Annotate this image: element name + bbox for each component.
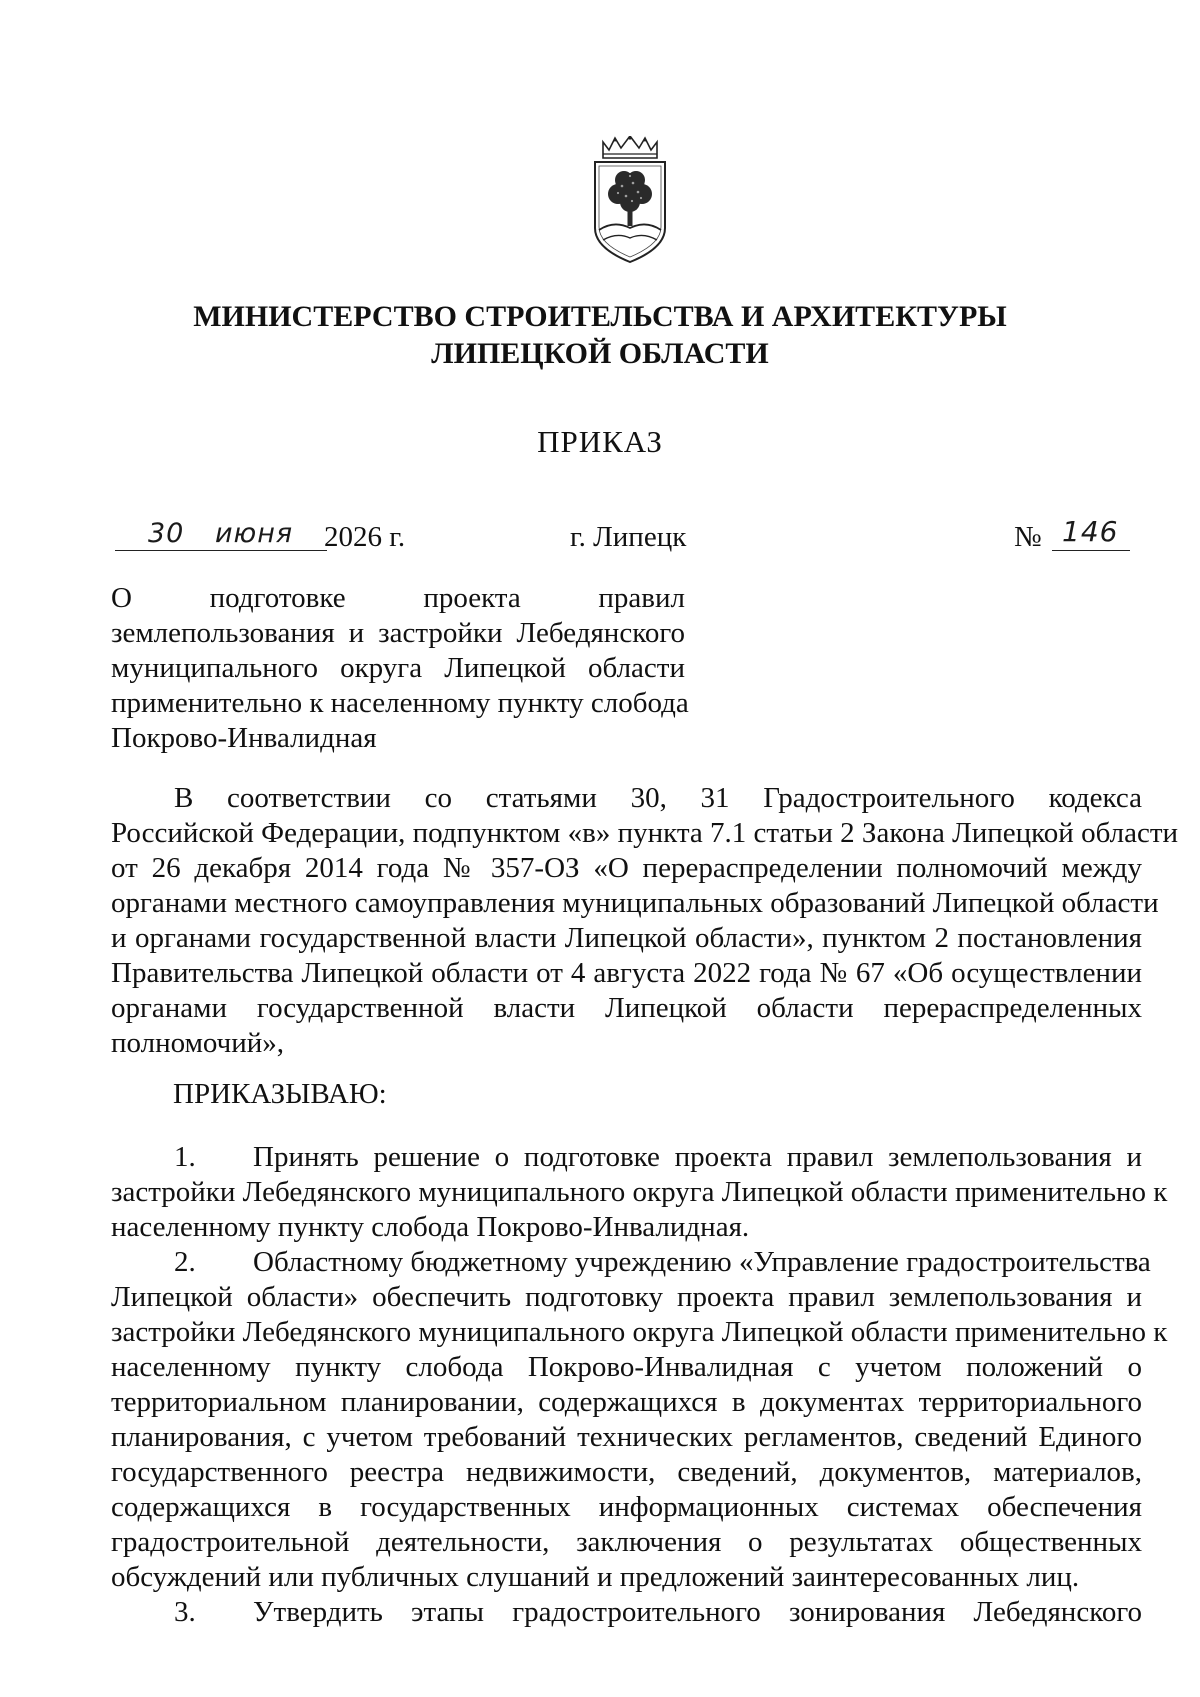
item-line: населенному пункту слобода Покрово-Инвалидная с учетом положений о — [111, 1351, 1142, 1383]
preamble-line: Правительства Липецкой области от 4 августа 2022 года № 67 «Об осуществлении — [111, 957, 1142, 989]
item-line: территориальном планировании, содержащихся в документах территориального — [111, 1386, 1142, 1418]
item-line: Липецкой области» обеспечить подготовку проекта правил землепользования и — [111, 1281, 1142, 1313]
item-line: застройки Лебедянского муниципального округа Липецкой области применительно к — [111, 1316, 1168, 1348]
item-line: градостроительной деятельности, заключения о результатах общественных — [111, 1526, 1142, 1558]
item-3-first-line — [111, 1595, 1142, 1630]
number-label: № — [1014, 521, 1042, 553]
item-text: Принять решение о подготовке проекта правил землепользования и — [253, 1141, 1142, 1173]
organization-line-2: ЛИПЕЦКОЙ ОБЛАСТИ — [431, 337, 769, 370]
organization-line-1: МИНИСТЕРСТВО СТРОИТЕЛЬСТВА И АРХИТЕКТУРЫ — [193, 300, 1007, 333]
date-day: 30 — [148, 518, 185, 549]
item-line: государственного реестра недвижимости, сведений, документов, материалов, — [111, 1456, 1142, 1488]
preamble-line: полномочий», — [111, 1027, 285, 1059]
item-2-first-line — [111, 1245, 1151, 1280]
subject-line: применительно к населенному пункту слобода — [111, 687, 689, 719]
subject-line: О подготовке проекта правил — [111, 582, 685, 614]
item-line: застройки Лебедянского муниципального округа Липецкой области применительно к — [111, 1176, 1168, 1208]
item-number: 3. — [174, 1596, 196, 1628]
place-of-issue: г. Липецк — [570, 521, 687, 553]
item-line: обсуждений или публичных слушаний и предложений заинтересованных лиц. — [111, 1561, 1080, 1593]
item-line: населенному пункту слобода Покрово-Инвалидная. — [111, 1211, 750, 1243]
preamble-line: органами государственной власти Липецкой области перераспределенных — [111, 992, 1142, 1024]
item-1-first-line — [111, 1140, 1142, 1175]
subject-line: Покрово-Инвалидная — [111, 722, 377, 754]
item-number: 1. — [174, 1141, 196, 1173]
preamble-line: и органами государственной власти Липецкой области», пунктом 2 постановления — [111, 922, 1142, 954]
preamble-line: органами местного самоуправления муниципальных образований Липецкой области — [111, 887, 1159, 919]
item-text: Утвердить этапы градостроительного зонирования Лебедянского — [253, 1596, 1142, 1628]
date-year: 2026 г. — [324, 521, 406, 553]
coat-of-arms-emblem — [589, 136, 671, 264]
item-line: планирования, с учетом требований технических регламентов, сведений Единого — [111, 1421, 1142, 1453]
order-directive-heading: ПРИКАЗЫВАЮ: — [173, 1078, 387, 1110]
item-number: 2. — [174, 1246, 196, 1278]
item-line: содержащихся в государственных информационных системах обеспечения — [111, 1491, 1142, 1523]
order-items — [111, 1140, 1168, 1630]
organization-name — [110, 298, 1090, 372]
document-type-title: ПРИКАЗ — [537, 424, 663, 459]
preamble-paragraph — [111, 781, 1179, 1061]
date-month: июня — [215, 518, 294, 549]
document-subject — [111, 581, 689, 756]
preamble-line: В соответствии со статьями 30, 31 Градостроительного кодекса — [174, 782, 1142, 814]
subject-line: землепользования и застройки Лебедянского — [111, 617, 685, 649]
item-text: Областному бюджетному учреждению «Управление градостроительства — [253, 1246, 1151, 1278]
preamble-line: от 26 декабря 2014 года № 357-ОЗ «О перераспределении полномочий между — [111, 852, 1142, 884]
date-place-number-row — [110, 515, 1140, 560]
preamble-line: Российской Федерации, подпунктом «в» пункта 7.1 статьи 2 Закона Липецкой области — [111, 817, 1179, 849]
subject-line: муниципального округа Липецкой области — [111, 652, 685, 684]
number-underline — [1052, 550, 1130, 551]
document-number: 146 — [1062, 515, 1119, 548]
